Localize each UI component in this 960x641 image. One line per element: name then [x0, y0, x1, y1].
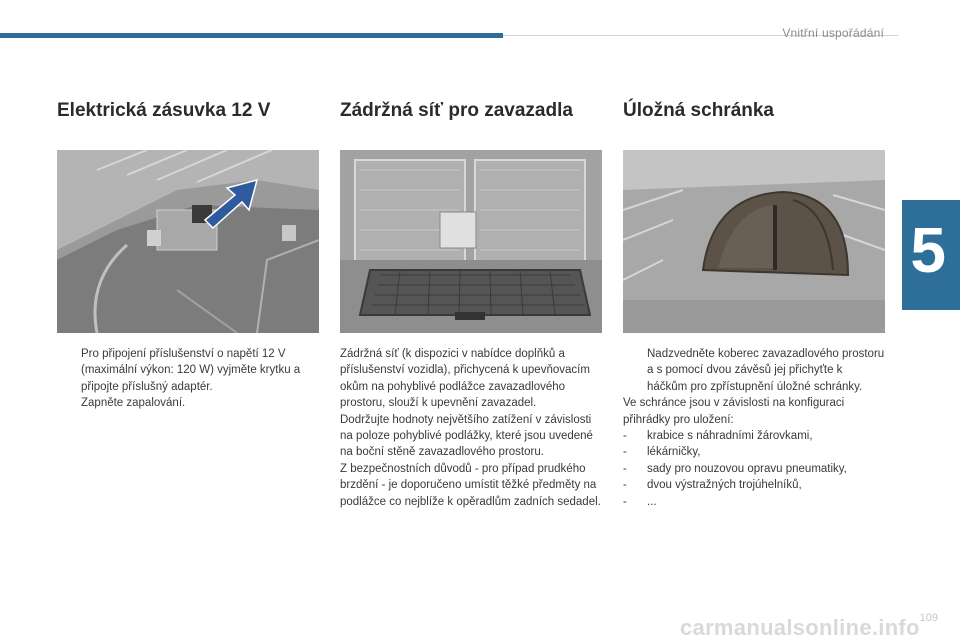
dash-marker: -	[623, 462, 627, 475]
paragraph: Zádržná síť (k dispozici v nabídce doplňků a příslušenství vozidla), přichycená k upevňovacím okům na pohyblivé podlážce zavazadlového prostoru, slouží k upevnění zavazadel.	[340, 348, 590, 410]
list-item: - krabice s náhradními žárovkami,	[623, 428, 885, 444]
list-item: - dvou výstražných trojúhelníků,	[623, 477, 885, 493]
paragraph: Z bezpečnostních důvodů - pro případ prudkého brzdění - je doporučeno umístit těžké předměty na podlážce co nejblíže k opěradlům zadních sedadel.	[340, 462, 601, 508]
dash-marker: -	[623, 479, 627, 492]
header-accent-bar	[0, 33, 503, 38]
page-number: 109	[919, 612, 938, 624]
luggage-net-photo	[340, 150, 602, 333]
dash-marker: -	[623, 446, 627, 459]
list-item: - ...	[623, 494, 885, 510]
paragraph: Dodržujte hodnoty největšího zatížení v závislosti na poloze pohyblivé podlážky, které jsou uvedené na boční stěně zavazadlového prostoru.	[340, 413, 593, 459]
watermark: carmanualsonline.info	[680, 615, 920, 640]
section-title: Elektrická zásuvka 12 V	[57, 100, 271, 121]
list-item: - sady pro nouzovou opravu pneumatiky,	[623, 461, 885, 477]
dash-marker: -	[623, 430, 627, 443]
power-socket-photo	[57, 150, 319, 333]
section-text	[57, 346, 319, 412]
bullet-item: Nadzvedněte koberec zavazadlového prostoru a s pomocí dvou závěsů jej přichyťte k háčkům pro zpřístupnění úložné schránky.	[647, 348, 885, 393]
chapter-title: Vnitřní uspořádání	[782, 26, 884, 40]
bullet-item: Pro připojení příslušenství o napětí 12 V (maximální výkon: 120 W) vyjměte krytku a připojte příslušný adaptér.	[81, 348, 301, 393]
section-text	[623, 346, 885, 510]
list-item: - lékárničky,	[623, 444, 885, 460]
section-title: Zádržná síť pro zavazadla	[340, 100, 573, 121]
section-text	[340, 346, 602, 510]
storage-box-photo	[623, 150, 885, 333]
paragraph: Ve schránce jsou v závislosti na konfiguraci přihrádky pro uložení:	[623, 397, 845, 426]
chapter-number: 5	[910, 214, 946, 286]
bullet-item: Zapněte zapalování.	[81, 397, 186, 410]
dash-marker: -	[623, 495, 627, 508]
section-title: Úložná schránka	[623, 100, 774, 121]
